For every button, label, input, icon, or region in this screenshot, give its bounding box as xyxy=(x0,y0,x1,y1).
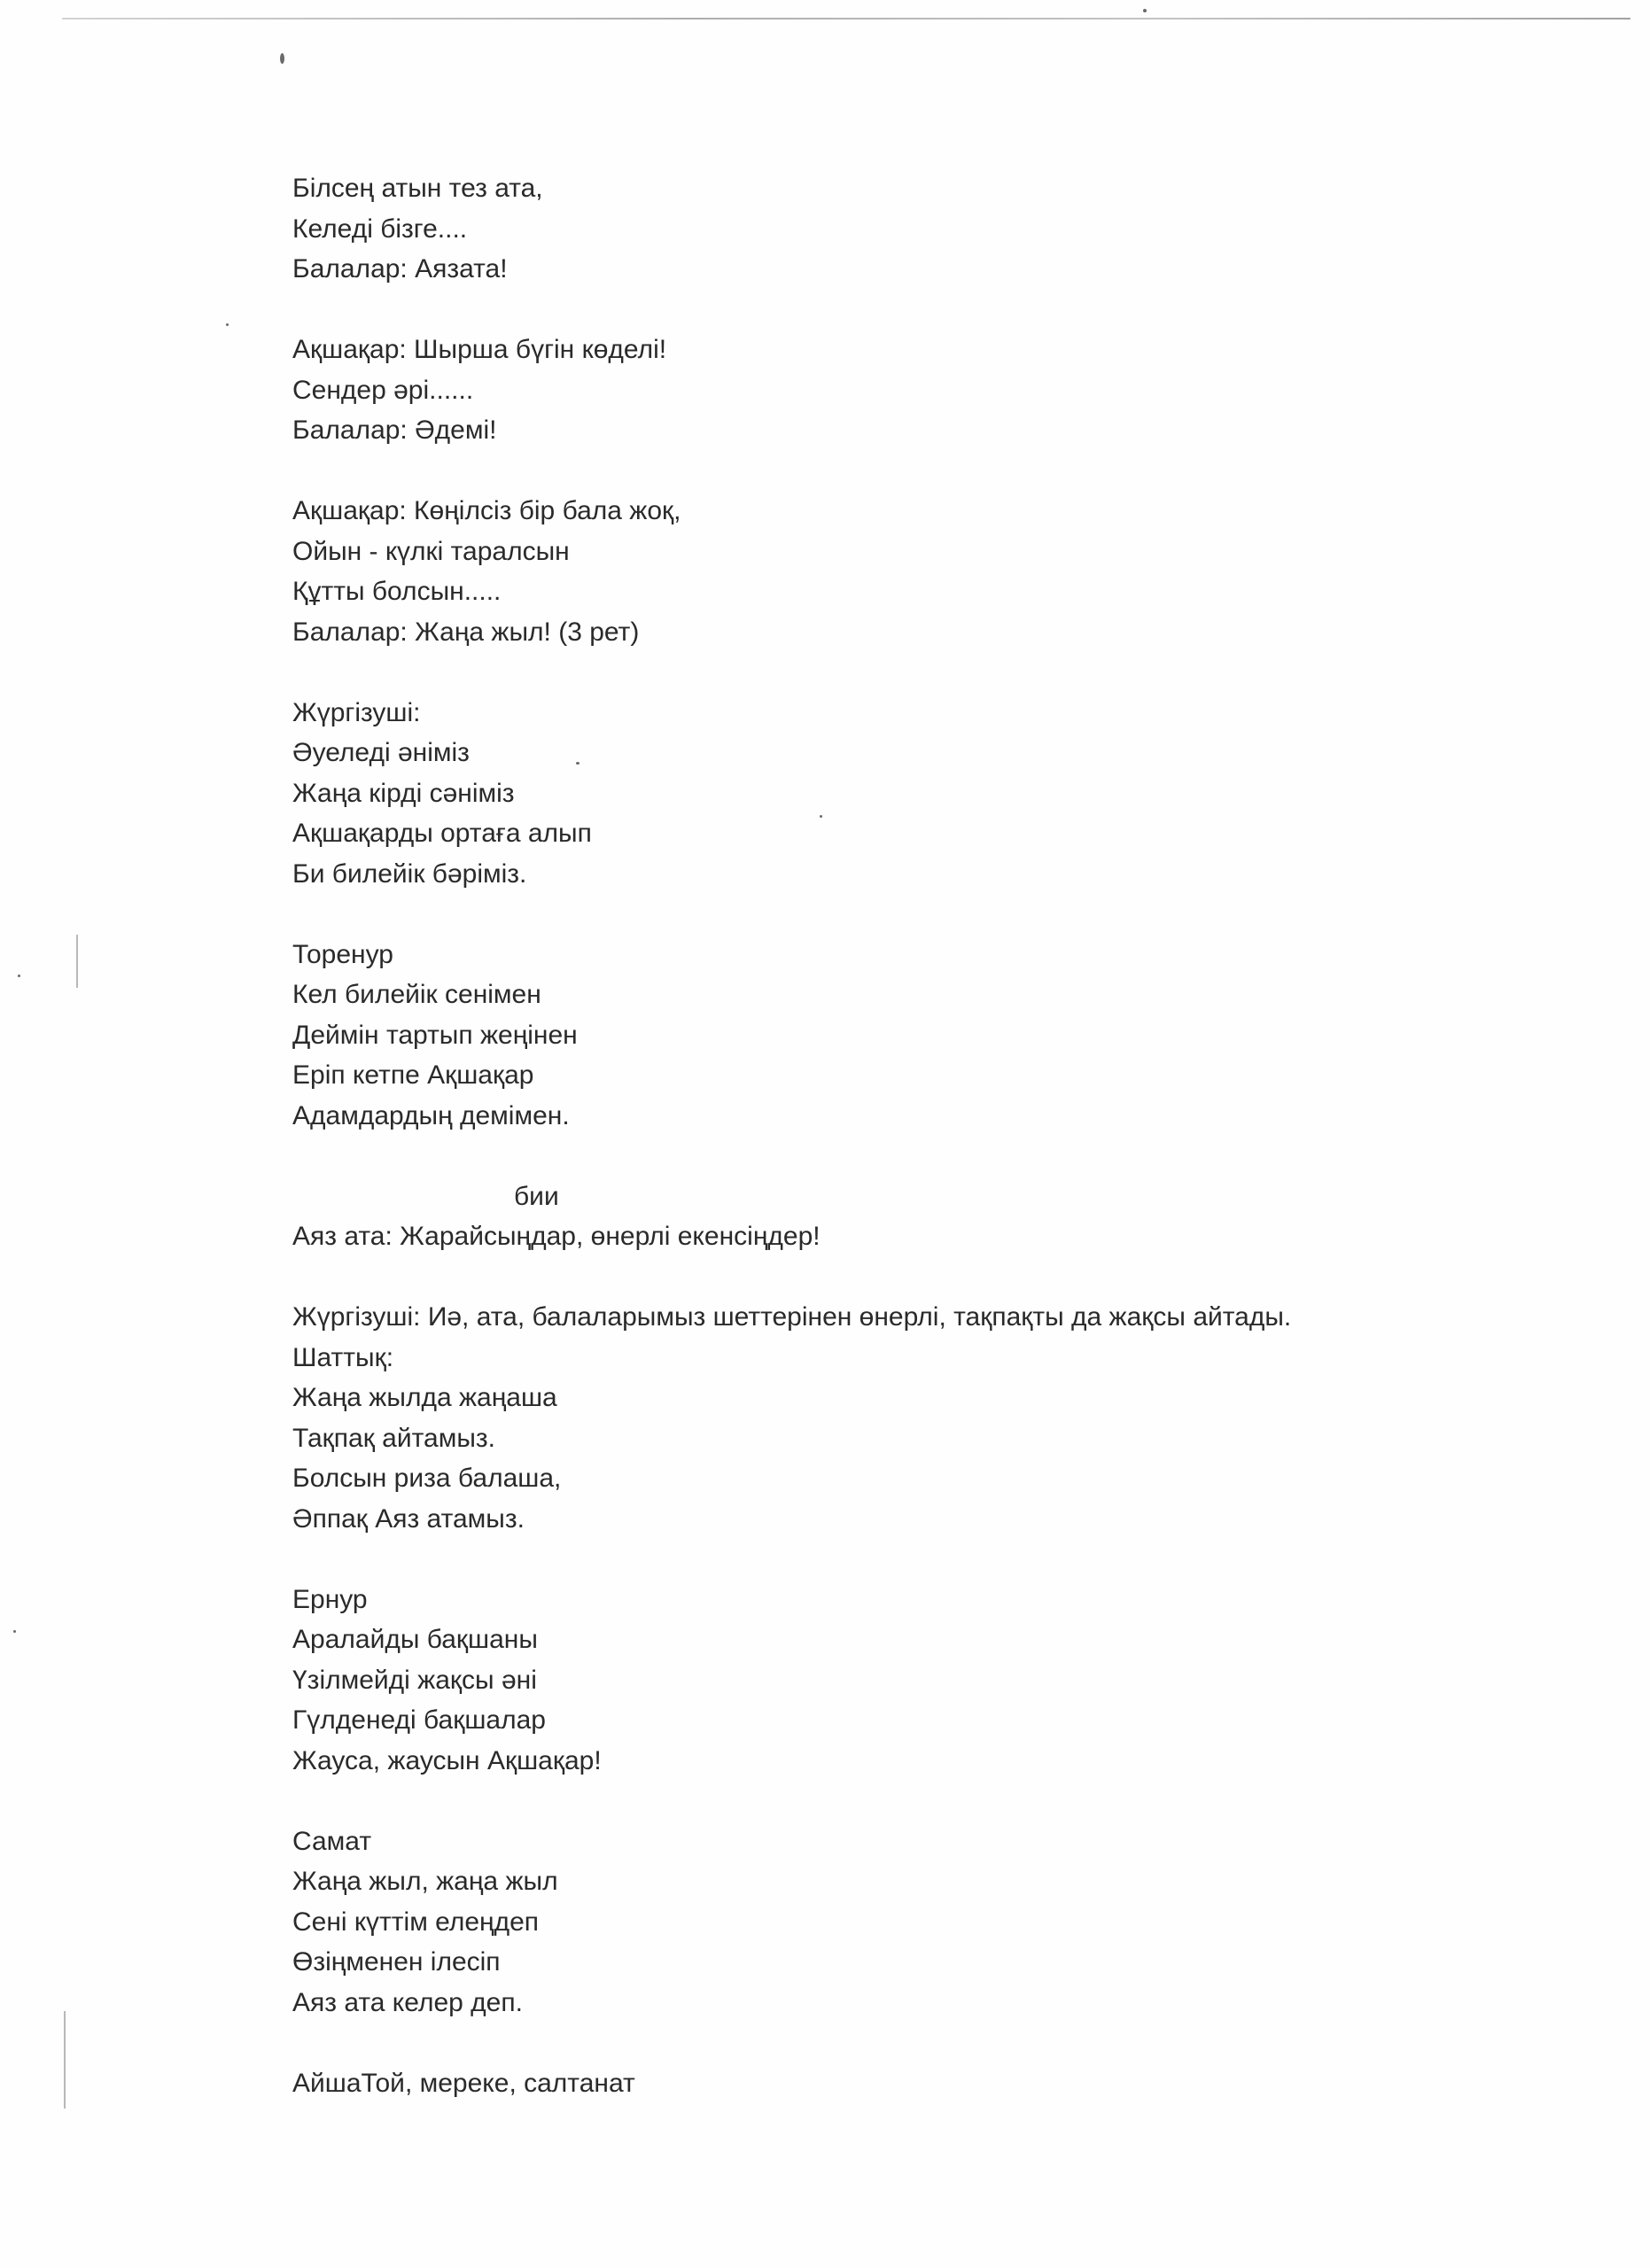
text-line: Жүргізуші: xyxy=(292,697,421,727)
scan-artifact xyxy=(76,935,78,988)
scan-artifact xyxy=(64,2011,66,2109)
paragraph-gap xyxy=(292,290,1533,330)
scan-speck xyxy=(280,53,284,64)
text-line: Сені күттім елеңдеп xyxy=(292,1907,540,1937)
text-line: Ақшақарды ортаға алып xyxy=(292,819,592,848)
scan-edge-line xyxy=(62,18,1630,19)
text-line: Құтты болсын..... xyxy=(292,577,502,606)
text-line: Әуеледі әніміз xyxy=(292,738,470,767)
paragraph-gap xyxy=(292,1781,1533,1821)
text-line: Ойын - күлкі таралсын xyxy=(292,536,570,566)
text-line: Гүлденеді бақшалар xyxy=(292,1705,546,1735)
text-line: Жаңа кірді сәніміз xyxy=(292,778,515,808)
text-line: Үзілмейді жақсы әні xyxy=(292,1665,537,1695)
text-line: Аяз ата: Жарайсыңдар, өнерлі екенсіңдер! xyxy=(292,1222,821,1251)
text-line: Деймін тартып жеңінен xyxy=(292,1020,578,1050)
text-line: Жауса, жаусын Ақшақар! xyxy=(292,1745,602,1775)
paragraph-gap xyxy=(292,451,1533,492)
text-line: Ернур xyxy=(292,1584,368,1614)
scan-speck xyxy=(18,975,20,977)
text-line: АйшаТой, мереке, салтанат xyxy=(292,2068,635,2098)
text-line: Білсең атын тез ата, xyxy=(292,174,543,203)
document-body xyxy=(292,168,1533,2103)
text-line: Адамдардың демімен. xyxy=(292,1100,570,1130)
paragraph-gap xyxy=(292,1136,1533,1177)
paragraph-gap xyxy=(292,1539,1533,1580)
text-line: Сендер әрі...... xyxy=(292,375,474,405)
scan-speck xyxy=(13,1630,16,1633)
paragraph-gap xyxy=(292,2023,1533,2063)
text-line: Аяз ата келер деп. xyxy=(292,1987,523,2017)
text-line: Тақпақ айтамыз. xyxy=(292,1423,495,1453)
text-line: Торенур xyxy=(292,939,393,969)
text-line: Еріп кетпе Ақшақар xyxy=(292,1060,534,1090)
text-line: Келеді бізге.... xyxy=(292,214,468,244)
paragraph-gap xyxy=(292,1257,1533,1298)
text-line: Жаңа жыл, жаңа жыл xyxy=(292,1867,558,1896)
text-line: Ақшақар: Көңілсіз бір бала жоқ, xyxy=(292,496,681,525)
text-line: Балалар: Әдемі! xyxy=(292,416,497,445)
text-line: Аралайды бақшаны xyxy=(292,1625,538,1654)
text-line: Шаттық: xyxy=(292,1342,394,1372)
text-line: Жүргізуші: Иә, ата, балаларымыз шеттерінен өнерлі, тақпақты да жақсы айтады. xyxy=(292,1302,1292,1332)
text-line: бии xyxy=(514,1181,559,1211)
paragraph-gap xyxy=(292,894,1533,935)
text-line: Кел билейік сенімен xyxy=(292,980,541,1009)
text-line: Жаңа жылда жаңаша xyxy=(292,1383,557,1412)
text-line: Болсын риза балаша, xyxy=(292,1464,562,1493)
paragraph-gap xyxy=(292,652,1533,693)
text-line: Өзіңменен ілесіп xyxy=(292,1947,501,1977)
scan-speck xyxy=(226,323,229,326)
text-line: Ақшақар: Шырша бүгін көделі! xyxy=(292,335,667,364)
text-line: Әппақ Аяз атамыз. xyxy=(292,1503,525,1534)
text-line: Самат xyxy=(292,1826,372,1856)
text-line: Би билейік бәріміз. xyxy=(292,858,527,889)
text-line: Балалар: Аязата! xyxy=(292,254,508,284)
text-line: Балалар: Жаңа жыл! (3 рет) xyxy=(292,617,640,647)
scan-speck xyxy=(1143,9,1147,12)
